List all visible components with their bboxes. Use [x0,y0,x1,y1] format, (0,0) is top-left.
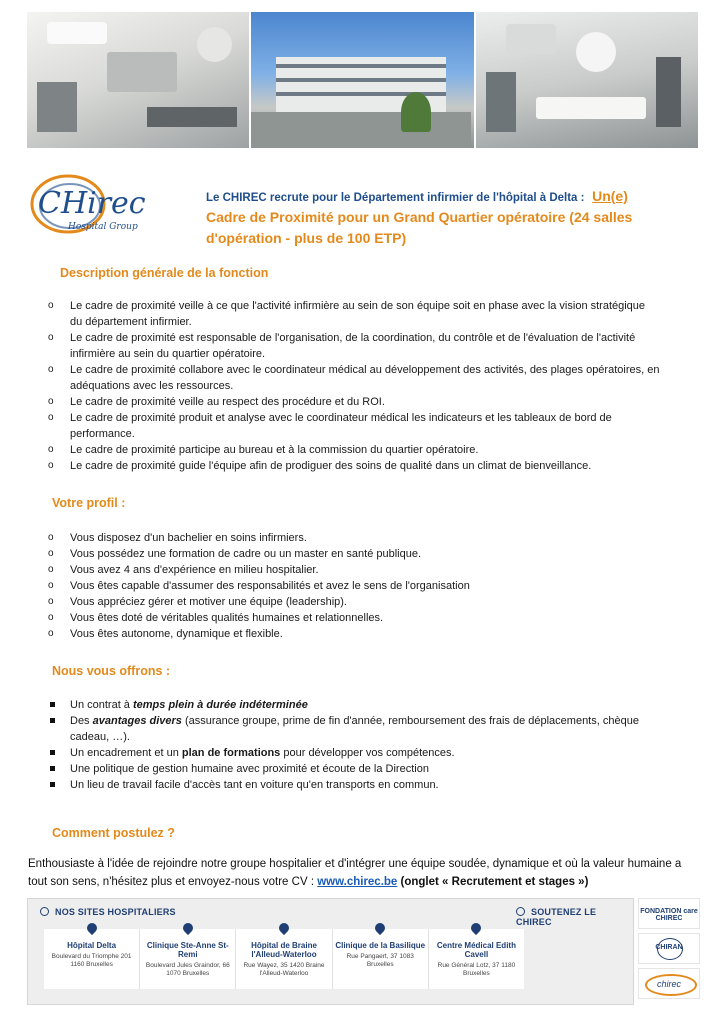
site-name: Clinique Ste-Anne St-Remi [146,941,229,959]
list-item: o Vous disposez d'un bachelier en soins infirmiers. [48,530,660,546]
list-item: o Le cadre de proximité veille à ce que l'activité infirmière au sein de son équipe soit en phase avec la vision stratégique du département infirmier. [48,298,660,330]
list-item: Un contrat à temps plein à durée indéterminée [48,697,660,713]
list-item: o Le cadre de proximité guide l'équipe afin de prodiguer des soins de qualité dans un climat de bienveillance. [48,458,660,474]
sites-row [44,929,524,989]
chiran-logo: CHIRAN [638,933,700,964]
hospital-site[interactable] [140,929,236,989]
hospital-site[interactable] [44,929,140,989]
support-heading: SOUTENEZ LE CHIREC [516,907,597,927]
hospital-site[interactable] [429,929,524,989]
hospital-site[interactable] [236,929,332,989]
header-banner [27,12,698,148]
site-address: Rue Pangaert, 37 1083 Bruxelles [346,953,414,968]
site-name: Hôpital Delta [67,941,117,950]
description-list [48,298,660,474]
hospital-building-photo [251,12,473,148]
site-name: Hôpital de Braine l'Alleud-Waterloo [251,941,317,959]
map-pin-icon [181,921,195,935]
profile-title: Votre profil : [52,496,126,510]
circle-icon [516,907,525,916]
chirec-small-logo: chirec [638,968,700,999]
map-pin-icon [85,921,99,935]
recruitment-intro: Le CHIREC recrute pour le Département infirmier de l'hôpital à Delta : [206,192,585,204]
map-pin-icon [277,921,291,935]
description-title: Description générale de la fonction [60,266,269,280]
list-item: o Le cadre de proximité est responsable de l'organisation, de la coordination, du contrôle et de l'évaluation de l'activité infirmière au sein du quartier opératoire. [48,330,660,362]
list-item: o Vous avez 4 ans d'expérience en milieu hospitalier. [48,562,660,578]
list-item: o Vous appréciez gérer et motiver une équipe (leadership). [48,594,660,610]
list-item: o Le cadre de proximité participe au bureau et à la commission du quartier opératoire. [48,442,660,458]
list-item: o Vous êtes doté de véritables qualités humaines et relationnelles. [48,610,660,626]
map-pin-icon [469,921,483,935]
list-item: Une politique de gestion humaine avec proximité et écoute de la Direction [48,761,660,777]
logo-wordmark: CHirec [38,186,146,221]
list-item: o Vous êtes autonome, dynamique et flexible. [48,626,660,642]
logo-tagline: Hospital Group [68,222,138,232]
list-item: o Vous possédez une formation de cadre ou un master en santé publique. [48,546,660,562]
list-item: o Le cadre de proximité veille au respect des procédure et du ROI. [48,394,660,410]
site-name: Clinique de la Basilique [335,941,426,950]
hospital-site[interactable] [333,929,429,989]
website-link[interactable]: www.chirec.be [317,876,398,888]
sites-heading: NOS SITES HOSPITALIERS [40,907,176,917]
job-header [206,187,666,249]
site-address: Boulevard Jules Graindor, 66 1070 Bruxelles [145,962,230,977]
site-address: Boulevard du Triomphe 201 1160 Bruxelles [51,953,132,968]
site-name: Centre Médical Edith Cavell [436,941,516,959]
footer-sites-panel [27,898,634,1005]
fondation-care-logo: FONDATION care CHIREC [638,898,700,929]
circle-icon [40,907,49,916]
operating-room-photo-left [27,12,249,148]
profile-list [48,530,660,642]
apply-text: Enthousiaste à l'idée de rejoindre notre groupe hospitalier et d'intégrer une équipe soudée, dynamique et où la valeur humaine a tout son sens, n'hésitez plus et envoyez-nous votre CV : www.chirec.be (onglet « Recrutement et stages ») [28,858,682,888]
site-address: Rue Wayez, 35 1420 Braine l'Alleud-Waterloo [243,962,325,977]
chirec-logo [28,170,178,238]
operating-room-photo-right [476,12,698,148]
offer-list [48,697,660,793]
offer-title: Nous vous offrons : [52,664,171,678]
site-address: Rue Général Lotz, 37 1180 Bruxelles [437,962,516,977]
apply-title: Comment postulez ? [52,826,175,840]
list-item: Un encadrement et un plan de formations pour développer vos compétences. [48,745,660,761]
list-item: o Vous êtes capable d'assumer des responsabilités et avez le sens de l'organisation [48,578,660,594]
map-pin-icon [373,921,387,935]
list-item: o Le cadre de proximité collabore avec le coordinateur médical au développement des activités, des plages opératoires, en adéquations avec les ressources. [48,362,660,394]
partner-logos [638,898,700,1003]
list-item: Un lieu de travail facile d'accès tant en voiture qu'en transports en commun. [48,777,660,793]
job-title: Cadre de Proximité pour un Grand Quartier opératoire (24 salles d'opération - plus de 100 ETP) [206,209,633,246]
list-item: Des avantages divers (assurance groupe, prime de fin d'année, remboursement des frais de déplacements, chèque cadeau, …). [48,713,660,745]
gender-label: Un(e) [592,188,628,204]
list-item: o Le cadre de proximité produit et analyse avec le coordinateur médical les indicateurs et les tableaux de bord de performance. [48,410,660,442]
